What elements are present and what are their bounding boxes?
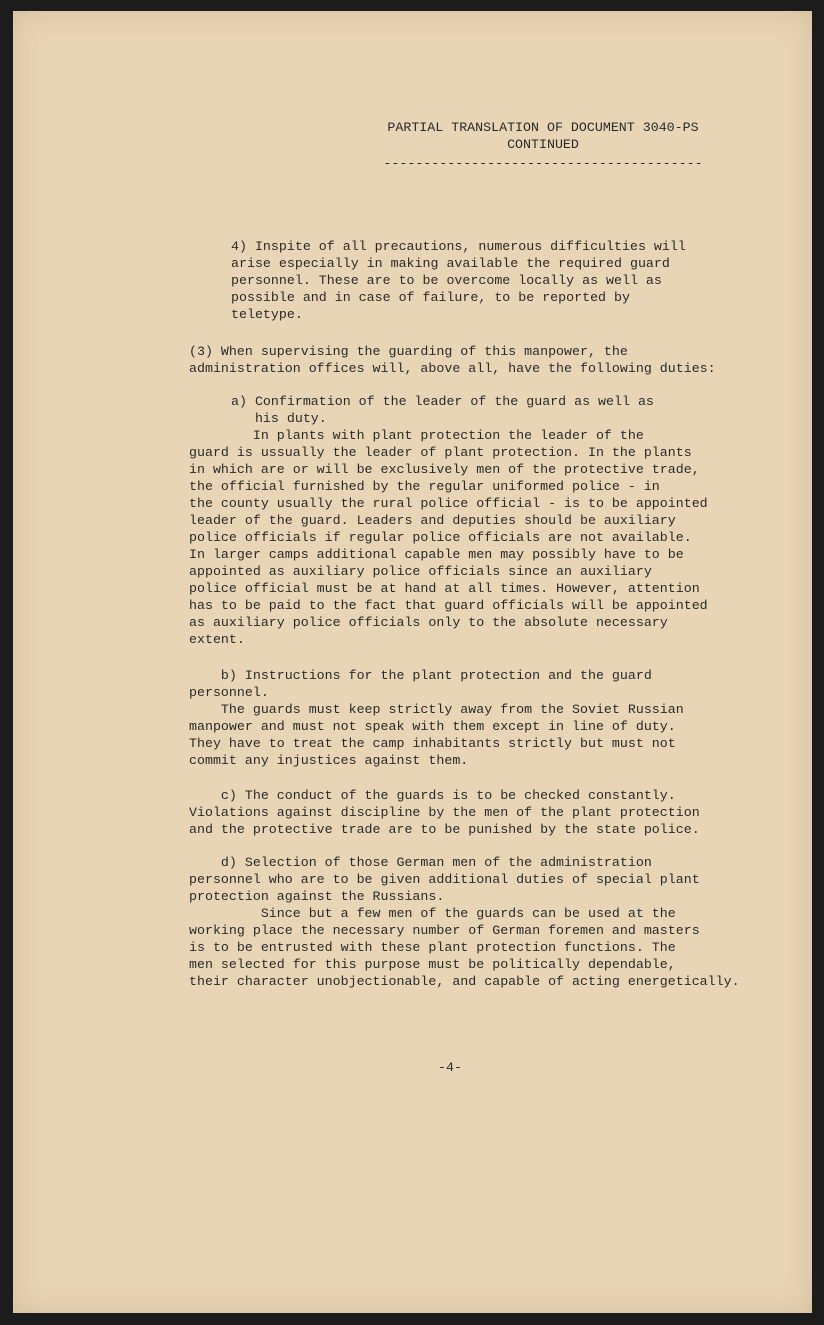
item-c: c) The conduct of the guards is to be checked constantly. Violations against discipline by the men of the plant protection and the protective trade are to be punished by the state police. <box>189 788 700 837</box>
document-page <box>13 11 812 1313</box>
item-a-heading: a) Confirmation of the leader of the guard as well as his duty. <box>231 394 654 426</box>
page-number: -4- <box>438 1060 462 1075</box>
paragraph-3-intro: (3) When supervising the guarding of this manpower, the administration offices will, above all, have the following duties: <box>189 344 716 376</box>
item-b-heading: b) Instructions for the plant protection and the guard personnel. <box>189 668 652 700</box>
item-a-body: In plants with plant protection the leader of the guard is ussually the leader of plant protection. In the plants in which are or will be exclusively men of the protective trade, the official furnished by the regular uniformed police - in the county usually the rural police official - is to be appointed leader of the guard. Leaders and deputies should be auxiliary police officials if regular police officials are not available. In larger camps additional capable men may possibly have to be appointed as auxiliary police officials since an auxiliary police official must be at hand at all times. However, attention has to be paid to the fact that guard officials will be appointed as auxiliary police officials only to the absolute necessary extent. <box>189 428 708 647</box>
header-rule: ---------------------------------------- <box>383 156 703 171</box>
item-b-body: The guards must keep strictly away from the Soviet Russian manpower and must not speak with them except in line of duty. They have to treat the camp inhabitants strictly but must not commit any injustices against them. <box>189 702 684 768</box>
document-header <box>373 119 713 172</box>
document-body <box>13 11 812 1313</box>
document-title: PARTIAL TRANSLATION OF DOCUMENT 3040-PS <box>387 120 699 135</box>
paragraph-4: 4) Inspite of all precautions, numerous difficulties will arise especially in making available the required guard personnel. These are to be overcome locally as well as possible and in case of failure, to be reported by teletype. <box>231 239 686 322</box>
document-subtitle: CONTINUED <box>507 137 579 152</box>
item-d-heading: d) Selection of those German men of the administration personnel who are to be given additional duties of special plant protection against the Russians. <box>189 855 700 904</box>
item-d-body: Since but a few men of the guards can be used at the working place the necessary number of German foremen and masters is to be entrusted with these plant protection functions. The men selected for this purpose must be politically dependable, their character unobjectionable, and capable of acting energetically. <box>189 906 740 989</box>
